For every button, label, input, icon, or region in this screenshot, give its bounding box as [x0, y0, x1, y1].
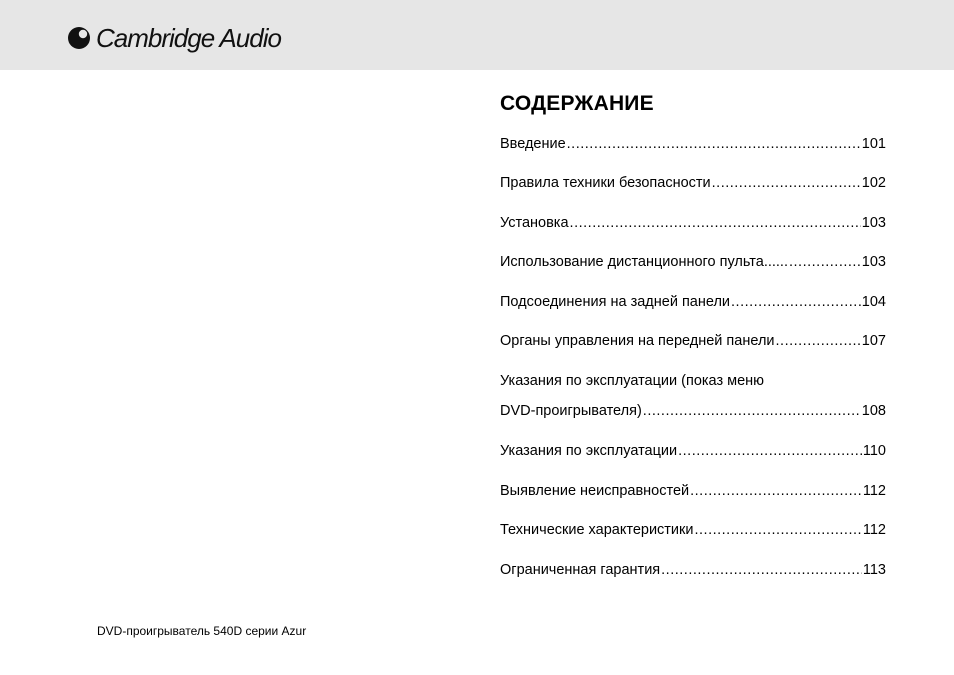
- toc-leader-dots: [690, 481, 862, 501]
- toc-entry-page: 108: [861, 403, 886, 419]
- toc-entry-label: Использование дистанционного пульта......: [500, 254, 788, 270]
- footer-product-name: DVD-проигрыватель 540D серии Azur: [97, 624, 307, 638]
- toc-entry: [500, 520, 886, 540]
- toc-entry-label-line1: Указания по эксплуатации (показ меню: [500, 373, 765, 389]
- toc-entry-page: 103: [861, 254, 886, 270]
- toc-leader-dots: [789, 252, 861, 272]
- toc-entry-label: Подсоединения на задней панели: [500, 294, 731, 310]
- toc-entry-page: 103: [861, 215, 886, 231]
- toc-entry: [500, 481, 886, 501]
- toc-entry: [500, 560, 886, 580]
- toc-entry: [500, 401, 886, 421]
- page-header: [0, 0, 954, 70]
- brand-name: Cambridge Audio: [96, 22, 281, 53]
- toc-entry-page: 107: [861, 333, 886, 349]
- toc-entry: [500, 173, 886, 193]
- toc-entry-label: Органы управления на передней панели: [500, 333, 775, 349]
- toc-entry-label: Указания по эксплуатации: [500, 443, 678, 459]
- toc-entry-label: Введение: [500, 136, 566, 152]
- toc-leader-dots: [712, 173, 861, 193]
- toc-leader-dots: [570, 213, 861, 233]
- toc-entry: [500, 331, 886, 351]
- toc-entry: [500, 213, 886, 233]
- toc-entry-page: 112: [862, 522, 886, 538]
- toc-entry-page: 110: [862, 443, 886, 459]
- toc-leader-dots: [661, 560, 862, 580]
- toc-leader-dots: [776, 331, 861, 351]
- toc-entry-page: 104: [861, 294, 886, 310]
- toc-entry: [500, 134, 886, 154]
- toc-entry: [500, 252, 886, 272]
- toc-entry-label: Выявление неисправностей: [500, 483, 690, 499]
- toc-entry-page: 113: [862, 562, 886, 578]
- toc-entry: [500, 292, 886, 312]
- toc-entry-label: Правила техники безопасности: [500, 175, 711, 191]
- toc-leader-dots: [731, 292, 861, 312]
- toc-leader-dots: [643, 401, 861, 421]
- toc-title: СОДЕРЖАНИЕ: [500, 92, 654, 115]
- toc-leader-dots: [678, 441, 862, 461]
- brand-logo: [68, 22, 281, 54]
- toc-entry-label: Установка: [500, 215, 569, 231]
- toc-entry-page: 112: [862, 483, 886, 499]
- toc-entry-label: DVD-проигрывателя): [500, 403, 642, 419]
- toc-entry: [500, 441, 886, 461]
- toc-entry-label: Технические характеристики: [500, 522, 694, 538]
- toc-leader-dots: [694, 520, 861, 540]
- cambridge-audio-logo-icon: [68, 27, 90, 49]
- toc-entry-page: 102: [861, 175, 886, 191]
- toc-entry-page: 101: [861, 136, 886, 152]
- toc-leader-dots: [567, 134, 861, 154]
- toc-entry-label: Ограниченная гарантия: [500, 562, 661, 578]
